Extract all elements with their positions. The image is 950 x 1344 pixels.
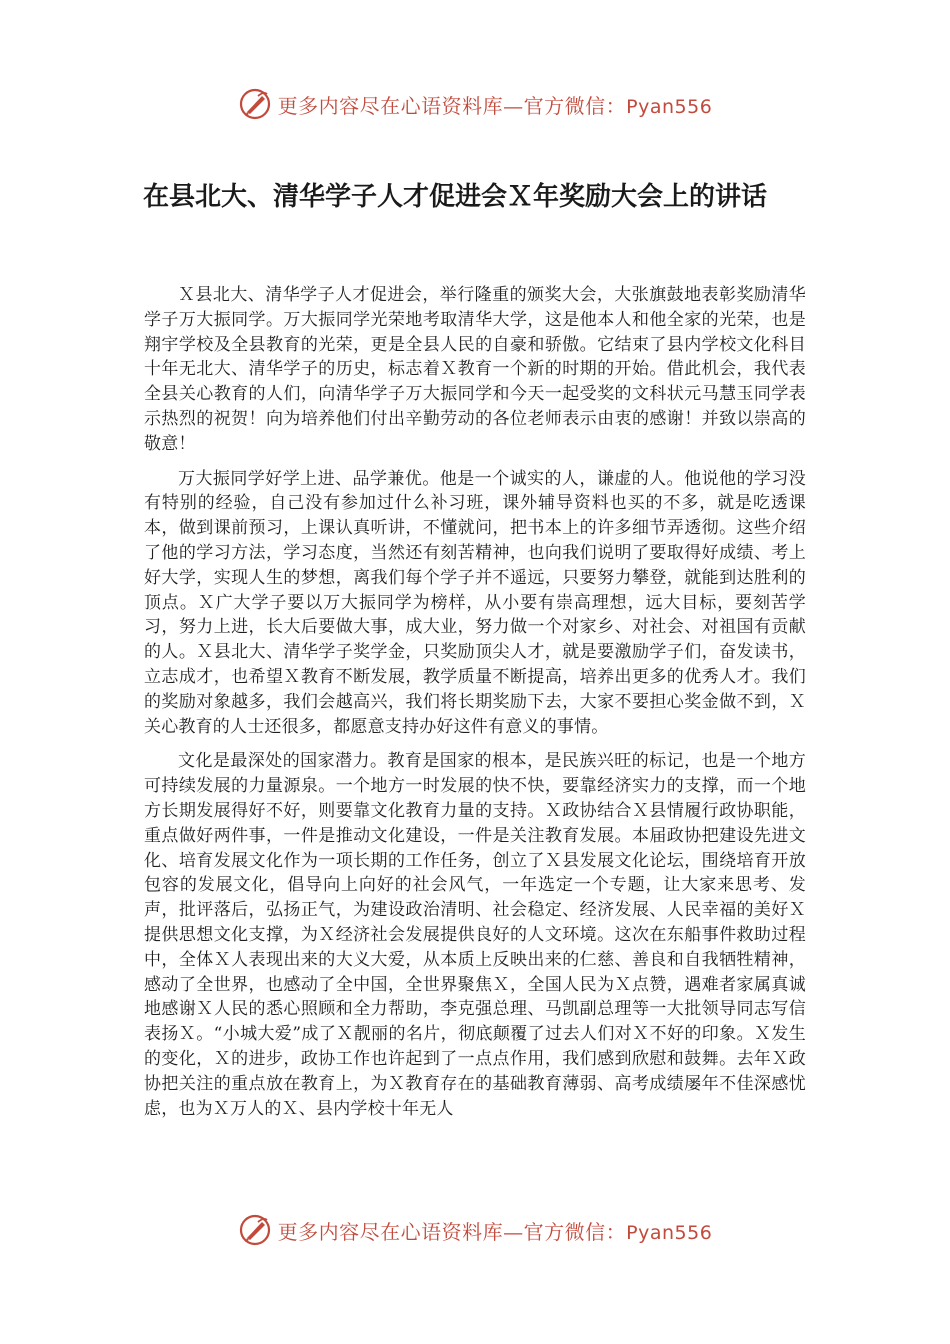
paragraph: 文化是最深处的国家潜力。教育是国家的根本，是民族兴旺的标记，也是一个地方可持续发展的力量源泉。一个地方一时发展的快不快，要靠经济实力的支撑，而一个地方长期发展得好不好，则要靠文化教育力量的支持。Ｘ政协结合Ｘ县情履行政协职能，重点做好两件事，一件是推动文化建设，一件是关注教育发展。本届政协把建设先进文化、培育发展文化作为一项长期的工作任务，创立了Ｘ县发展文化论坛，围绕培育开放包容的发展文化，倡导向上向好的社会风气，一年选定一个专题，让大家来思考、发声，批评落后，弘扬正气，为建设政治清明、社会稳定、经济发展、人民幸福的美好Ｘ提供思想文化支撑，为Ｘ经济社会发展提供良好的人文环境。这次在东船事件救助过程中，全体Ｘ人表现出来的大义大爱，从本质上反映出来的仁慈、善良和自我牺牲精神，感动了全世界，也感动了全中国，全世界聚焦Ｘ，全国人民为Ｘ点赞，遇难者家属真诚地感谢Ｘ人民的悉心照顾和全力帮助，李克强总理、马凯副总理等一大批领导同志写信表扬Ｘ。“小城大爱”成了Ｘ靓丽的名片，彻底颠覆了过去人们对Ｘ不好的印象。Ｘ发生的变化，Ｘ的进步，政协工作也许起到了一点点作用，我们感到欣慰和鼓舞。去年Ｘ政协把关注的重点放在教育上，为Ｘ教育存在的基础教育薄弱、高考成绩屡年不佳深感忧虑，也为Ｘ万人的Ｘ、县内学校十年无人 (144, 751, 806, 1119)
banner-wechat-handle: Pyan556 (626, 95, 713, 118)
banner-wechat-handle: Pyan556 (626, 1221, 713, 1244)
quill-pen-icon (238, 1213, 272, 1247)
paragraph: Ｘ县北大、清华学子人才促进会，举行隆重的颁奖大会，大张旗鼓地表彰奖励清华学子万大振同学。万大振同学光荣地考取清华大学，这是他本人和他全家的光荣，也是翔宇学校及全县教育的光荣，更是全县人民的自豪和骄傲。它结束了县内学校文化科目十年无北大、清华学子的历史，标志着Ｘ教育一个新的时期的开始。借此机会，我代表全县关心教育的人们，向清华学子万大振同学和今天一起受奖的文科状元马慧玉同学表示热烈的祝贺！向为培养他们付出辛勤劳动的各位老师表示由衷的感谢！并致以崇高的敬意！ (144, 285, 806, 454)
paragraph: 万大振同学好学上进、品学兼优。他是一个诚实的人，谦虚的人。他说他的学习没有特别的经验，自己没有参加过什么补习班，课外辅导资料也买的不多，就是吃透课本，做到课前预习，上课认真听讲，不懂就问，把书本上的许多细节弄透彻。这些介绍了他的学习方法，学习态度，当然还有刻苦精神，也向我们说明了要取得好成绩、考上好大学，实现人生的梦想，离我们每个学子并不遥远，只要努力攀登，就能到达胜利的顶点。Ｘ广大学子要以万大振同学为榜样，从小要有崇高理想，远大目标，要刻苦学习，努力上进，长大后要做大事，成大业，努力做一个对家乡、对社会、对祖国有贡献的人。Ｘ县北大、清华学子奖学金，只奖励顶尖人才，就是要激励学子们，奋发读书，立志成才，也希望Ｘ教育不断发展，教学质量不断提高，培养出更多的优秀人才。我们的奖励对象越多，我们会越高兴，我们将长期奖励下去，大家不要担心奖金做不到，Ｘ关心教育的人士还很多，都愿意支持办好这件有意义的事情。 (144, 468, 806, 737)
banner-slogan: 更多内容尽在心语资料库—官方微信： (277, 93, 627, 118)
page-title: 在县北大、清华学子人才促进会Ｘ年奖励大会上的讲话 (143, 182, 768, 212)
banner-slogan: 更多内容尽在心语资料库—官方微信： (277, 1219, 627, 1244)
banner-text (278, 1216, 713, 1245)
header-watermark-banner (0, 84, 950, 124)
banner-text (278, 90, 713, 119)
footer-watermark-banner (0, 1210, 950, 1250)
quill-pen-icon (238, 87, 272, 121)
article-body (144, 283, 806, 1131)
